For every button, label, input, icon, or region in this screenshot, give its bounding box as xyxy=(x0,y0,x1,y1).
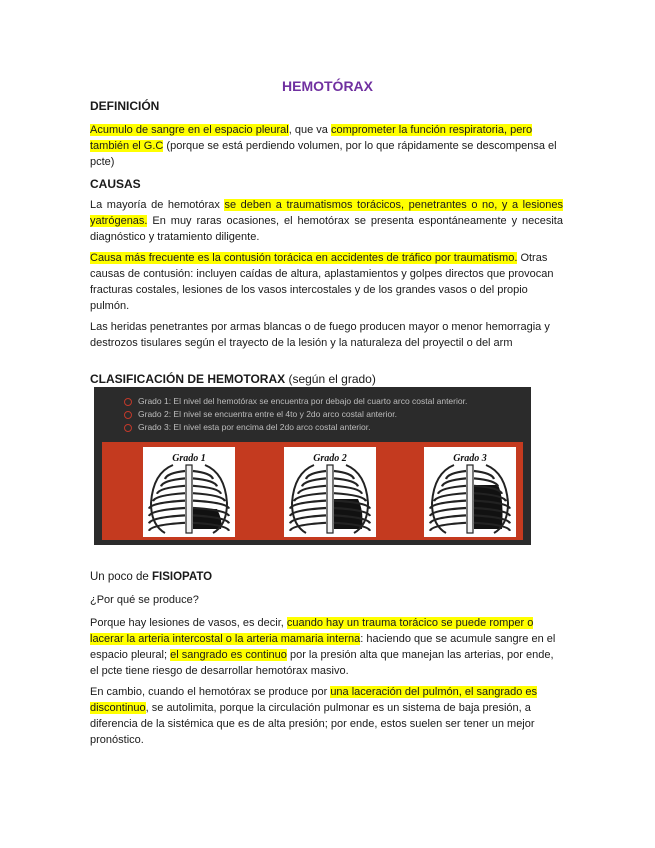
text-run: , se autolimita, porque la circulación pulmonar es un sistema de baja presión, a diferencia de la sistémica que es de alta presión; por ende, estos suelen ser tener un mejor pronóstico. xyxy=(90,702,535,746)
text-run: , que va xyxy=(288,124,331,136)
hemotorax-grades-figure xyxy=(94,387,531,545)
grade-line-3 xyxy=(124,421,467,434)
text-run: : haciendo que se acumule sangre en el espacio pleural; xyxy=(90,633,556,661)
highlight: Causa más frecuente es la contusión torácica en accidentes de tráfico por traumatismo. xyxy=(90,252,518,264)
causas-heading: CAUSAS xyxy=(90,177,141,191)
heading-text: CLASIFICACIÓN DE HEMOTORAX xyxy=(90,372,286,386)
highlight: el sangrado es continuo xyxy=(170,649,287,661)
text-run: (porque se está perdiendo volumen, por lo que rápidamente se descompensa el pcte) xyxy=(90,140,557,168)
fisiopato-paragraph-1 xyxy=(90,615,563,679)
fisiopato-heading xyxy=(90,570,212,584)
grade-panel-3 xyxy=(424,447,516,537)
ribcage-icon xyxy=(143,463,235,537)
grade-label: Grado 1 xyxy=(172,453,206,464)
definicion-heading: DEFINICIÓN xyxy=(90,99,160,113)
grade-label: Grado 3 xyxy=(453,453,487,464)
text-run: En cambio, cuando el hemotórax se produce por xyxy=(90,686,331,698)
grade-line-1 xyxy=(124,395,467,408)
page-title: HEMOTÓRAX xyxy=(282,78,373,94)
bullet-icon xyxy=(124,411,132,419)
grade-panel-2 xyxy=(284,447,376,537)
causas-paragraph-3: Las heridas penetrantes por armas blancas o de fuego producen mayor o menor hemorragia y destrozos tisulares según el trayecto de la lesión y la naturaleza del proyectil o del arm xyxy=(90,321,550,349)
clasificacion-heading xyxy=(90,372,376,386)
text-run: por la presión alta que manejan las arterias, por ende, el pcte tiene riesgo de desarrollar hemotórax masivo. xyxy=(90,649,554,677)
heading-bold: FISIOPATO xyxy=(152,571,213,583)
grade-descriptions xyxy=(124,395,467,434)
highlight: comprometer la función respiratoria, pero también el G.C xyxy=(90,124,533,152)
fisiopato-paragraph-2 xyxy=(90,684,563,748)
rib-left xyxy=(430,523,466,531)
ribcage-icon xyxy=(284,463,376,537)
grade-label: Grado 2 xyxy=(313,453,347,464)
causas-paragraph-2 xyxy=(90,250,563,314)
definicion-paragraph xyxy=(90,122,563,170)
bullet-icon xyxy=(124,424,132,432)
spine-shape xyxy=(186,465,192,533)
text-run: Porque hay lesiones de vasos, es decir, xyxy=(90,617,287,629)
grade-line-text: Grado 3: El nivel esta por encima del 2do arco costal anterior. xyxy=(138,422,371,432)
grade-line-text: Grado 2: El nivel se encuentra entre el 4to y 2do arco costal anterior. xyxy=(138,409,397,419)
text-run: La mayoría de hemotórax xyxy=(90,199,225,211)
grade-panel-1 xyxy=(143,447,235,537)
highlight: se deben a traumatismos torácicos, penetrantes o no, y a lesiones yatrógenas. xyxy=(90,199,563,227)
heading-pre: Un poco de xyxy=(90,571,153,583)
highlight: Acumulo de sangre en el espacio pleural xyxy=(90,124,289,136)
text-run: En muy raras ocasiones, el hemotórax se presenta espontáneamente y necesita diagnóstico y tratamiento diligente. xyxy=(90,215,563,243)
bullet-icon xyxy=(124,398,132,406)
rib-left xyxy=(149,523,185,531)
grade-line-2 xyxy=(124,408,467,421)
highlight: una laceración del pulmón, el sangrado es discontinuo xyxy=(90,686,538,714)
highlight: cuando hay un trauma torácico se puede romper o lacerar la arteria intercostal o la arteria mamaria interna xyxy=(90,617,534,645)
spine-shape xyxy=(467,465,473,533)
spine-shape xyxy=(327,465,333,533)
heading-suffix: (según el grado) xyxy=(285,372,376,386)
fisiopato-question: ¿Por qué se produce? xyxy=(90,594,199,606)
rib-left xyxy=(290,523,326,531)
grade-line-text: Grado 1: El nivel del hemotórax se encuentra por debajo del cuarto arco costal anterior. xyxy=(138,396,468,406)
causas-paragraph-1 xyxy=(90,197,563,245)
text-run: Otras causas de contusión: incluyen caídas de altura, aplastamientos y golpes directos que provocan fracturas costales, lesiones de los vasos intercostales y de los grandes vasos o del propio pulmón. xyxy=(90,252,554,312)
ribcage-icon xyxy=(424,463,516,537)
